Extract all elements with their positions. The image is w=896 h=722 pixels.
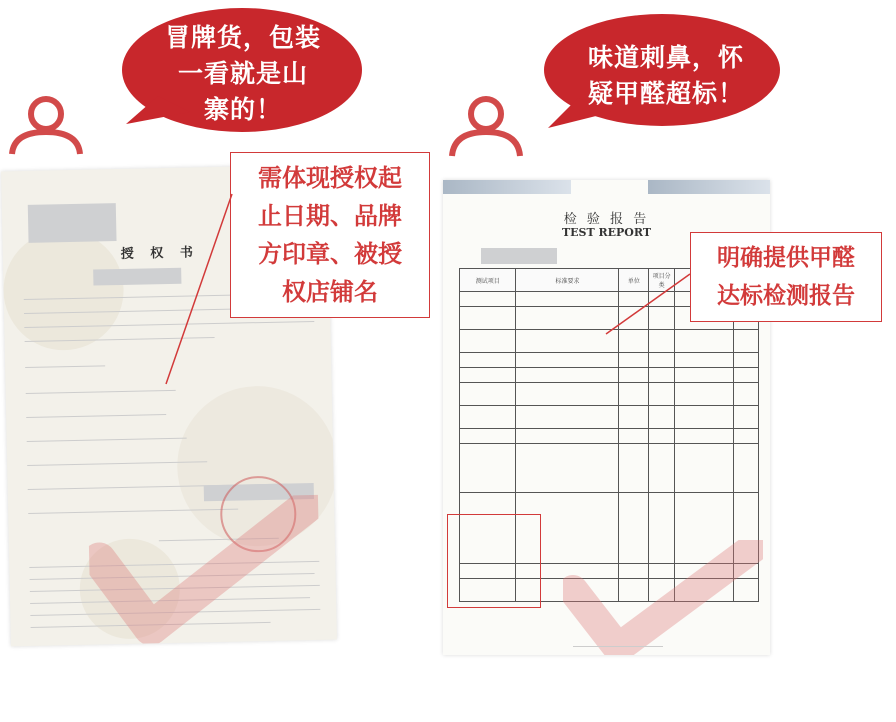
col-header: 项目分类 — [649, 269, 674, 292]
right-bubble-line-1: 味道刺鼻，怀 — [587, 43, 744, 72]
left-person-icon — [6, 92, 88, 156]
left-bubble-line-1: 冒牌货，包装 — [164, 23, 321, 52]
col-header: 测试项目 — [460, 269, 516, 292]
right-callout-pointer — [600, 270, 696, 340]
table-row — [460, 368, 759, 383]
letter-title: 授 权 书 — [120, 245, 200, 262]
header-bar-left — [443, 180, 571, 194]
right-speech-bubble — [520, 10, 785, 140]
right-bubble-line-2: 疑甲醛超标！ — [587, 79, 744, 108]
formaldehyde-highlight-box — [447, 514, 541, 608]
col-header: 单位 — [619, 269, 649, 292]
left-callout-box — [230, 152, 430, 318]
left-callout-line-4: 权店铺名 — [282, 278, 378, 306]
report-title-cn: 检 验 报 告 — [563, 212, 650, 227]
redacted-logo — [28, 203, 117, 243]
left-callout-pointer — [160, 190, 240, 390]
table-row — [460, 444, 759, 493]
left-bubble-text — [138, 20, 348, 128]
check-mark-watermark — [88, 495, 321, 646]
left-callout-line-2: 止日期、品牌 — [258, 202, 402, 230]
right-bubble-text — [566, 40, 766, 112]
redacted-report-number — [481, 248, 557, 264]
report-title-en: TEST REPORT — [561, 226, 652, 239]
col-header: 标准要求 — [516, 269, 619, 292]
footer-line — [573, 646, 663, 647]
left-callout-line-1: 需体现授权起 — [258, 164, 402, 192]
header-bar-right — [648, 180, 770, 194]
check-mark-watermark — [563, 540, 763, 655]
table-row — [460, 429, 759, 444]
right-callout-line-1: 明确提供甲醛 — [717, 245, 855, 271]
right-person-icon — [446, 92, 528, 158]
left-callout-line-3: 方印章、被授 — [258, 240, 402, 268]
left-speech-bubble — [108, 4, 363, 144]
table-row — [460, 353, 759, 368]
right-callout-box — [690, 232, 882, 322]
right-callout-line-2: 达标检测报告 — [717, 283, 855, 309]
left-bubble-line-2: 一看就是山 — [177, 59, 308, 88]
table-row — [460, 383, 759, 406]
left-bubble-line-3: 寨的！ — [203, 95, 282, 124]
table-row — [460, 406, 759, 429]
